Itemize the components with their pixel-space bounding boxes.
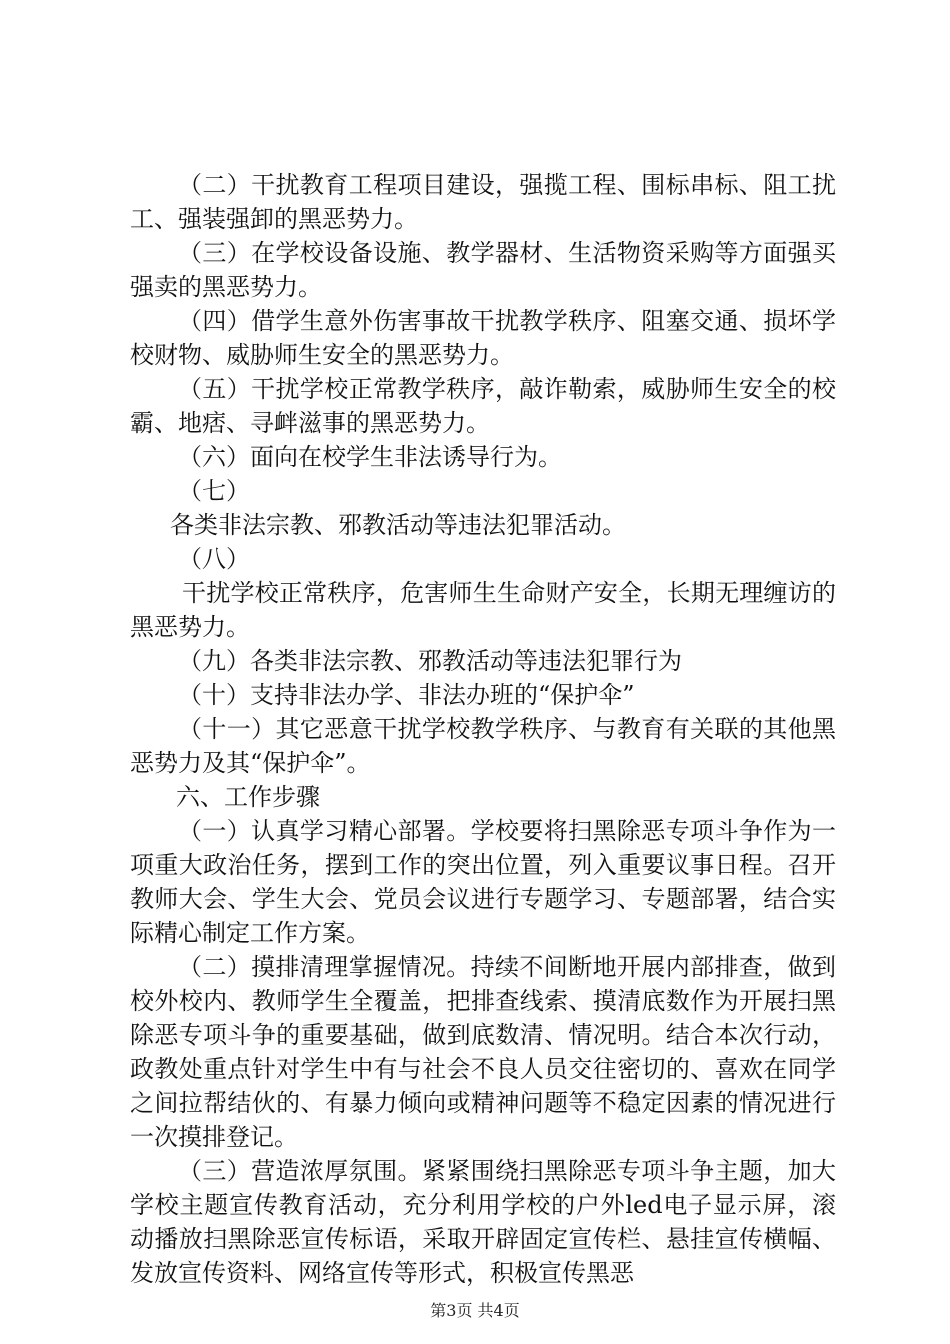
paragraph-step-3: （三）营造浓厚氛围。紧紧围绕扫黑除恶专项斗争主题，加大学校主题宣传教育活动，充分利用学校的户外led电子显示屏，滚动播放扫黑除恶宣传标语，采取开辟固定宣传栏、悬挂宣传横幅、发放宣传资料、网络宣传等形式，积极宣传黑恶 <box>130 1157 836 1287</box>
document-body <box>130 168 836 1290</box>
paragraph-item-7-label: （七） <box>178 477 250 505</box>
page-number-footer: 第3页 共4页 <box>430 1301 520 1320</box>
paragraph-step-1: （一）认真学习精心部署。学校要将扫黑除恶专项斗争作为一项重大政治任务，摆到工作的突出位置，列入重要议事日程。召开教师大会、学生大会、党员会议进行专题学习、专题部署，结合实际精心制定工作方案。 <box>130 817 836 947</box>
paragraph-item-2: （二）干扰教育工程项目建设，强揽工程、围标串标、阻工扰工、强装强卸的黑恶势力。 <box>130 171 836 233</box>
paragraph-item-5: （五）干扰学校正常教学秩序，敲诈勒索，威胁师生安全的校霸、地痞、寻衅滋事的黑恶势力。 <box>130 375 836 437</box>
paragraph-step-2: （二）摸排清理掌握情况。持续不间断地开展内部排查，做到校外校内、教师学生全覆盖，把排查线索、摸清底数作为开展扫黑除恶专项斗争的重要基础，做到底数清、情况明。结合本次行动，政教处重点针对学生中有与社会不良人员交往密切的、喜欢在同学之间拉帮结伙的、有暴力倾向或精神问题等不稳定因素的情况进行一次摸排登记。 <box>130 953 836 1151</box>
paragraph-item-11: （十一）其它恶意干扰学校教学秩序、与教育有关联的其他黑恶势力及其“保护伞”。 <box>130 715 836 777</box>
paragraph-item-3: （三）在学校设备设施、教学器材、生活物资采购等方面强买强卖的黑恶势力。 <box>130 239 836 301</box>
paragraph-item-7-text: 各类非法宗教、邪教活动等违法犯罪活动。 <box>170 511 626 539</box>
paragraph-item-6: （六）面向在校学生非法诱导行为。 <box>178 443 562 471</box>
paragraph-item-8-text: 干扰学校正常秩序，危害师生生命财产安全，长期无理缠访的黑恶势力。 <box>130 579 836 641</box>
paragraph-item-8-label: （八） <box>178 545 250 573</box>
section-heading-work-steps: 六、工作步骤 <box>176 783 320 811</box>
paragraph-item-4: （四）借学生意外伤害事故干扰教学秩序、阻塞交通、损坏学校财物、威胁师生安全的黑恶势力。 <box>130 307 836 369</box>
paragraph-item-9: （九）各类非法宗教、邪教活动等违法犯罪行为 <box>178 647 682 675</box>
paragraph-item-10: （十）支持非法办学、非法办班的“保护伞” <box>178 681 635 709</box>
